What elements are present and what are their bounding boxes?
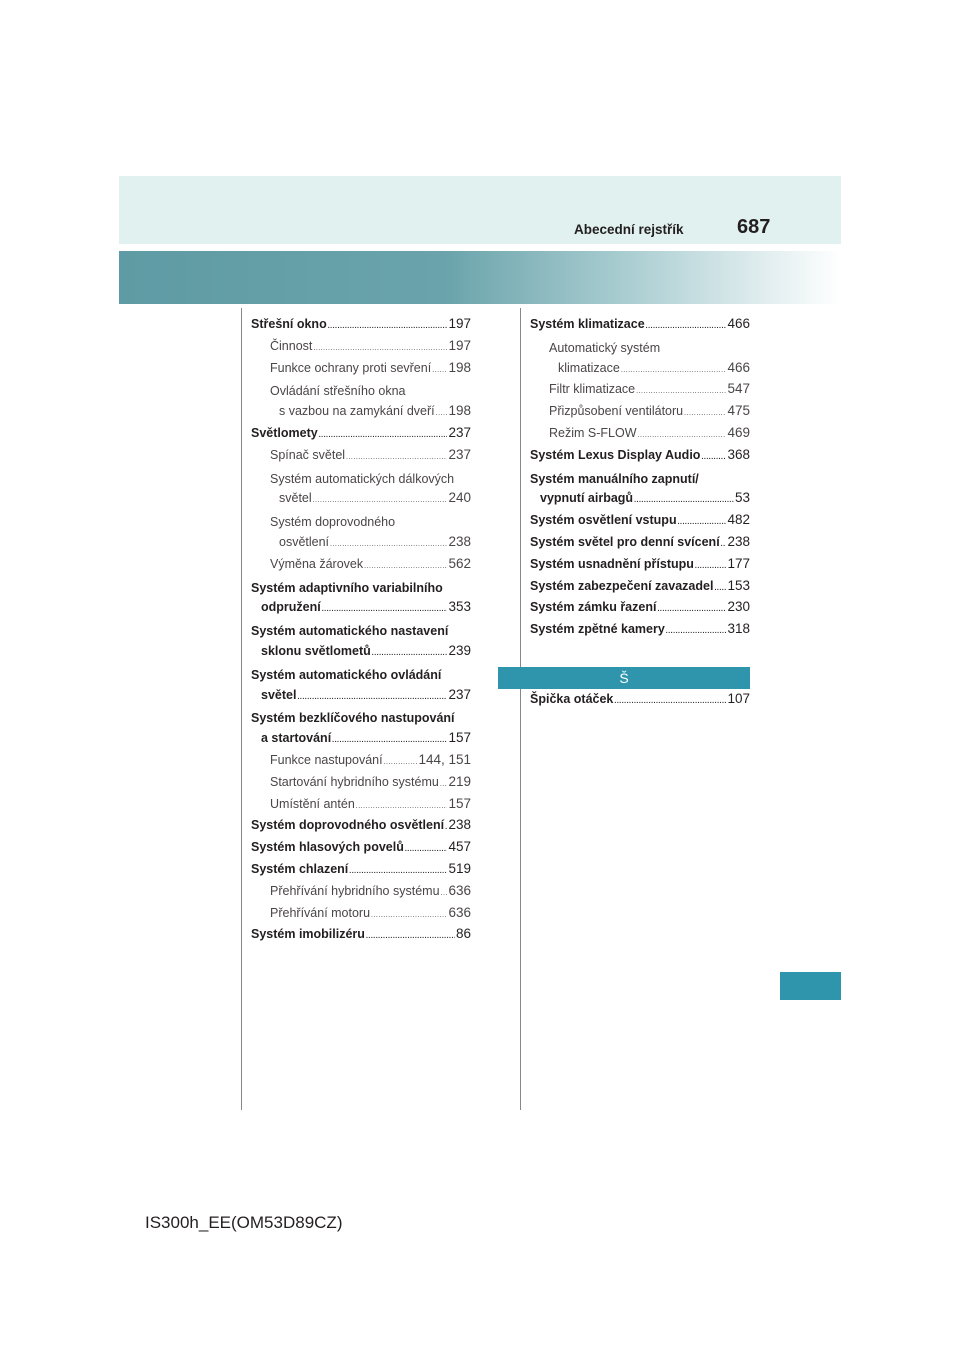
index-entry-term: Režim S-FLOW [549, 425, 637, 440]
index-entry [251, 905, 471, 927]
dot-leader [405, 846, 448, 853]
index-entry [530, 360, 750, 382]
index-entry-page: 197 [448, 316, 471, 331]
index-heading-line: Ovládání střešního okna [270, 384, 406, 399]
index-entry-page: 240 [448, 490, 471, 506]
dot-leader [356, 803, 448, 810]
dot-leader [364, 563, 447, 570]
index-entry-page: 547 [727, 381, 750, 397]
index-entry [251, 861, 471, 883]
index-entry-term: Špička otáček [530, 692, 614, 706]
index-entry-term: Výměna žárovek [270, 556, 364, 571]
dot-leader [328, 323, 448, 330]
index-entry-term: Funkce ochrany proti sevření [270, 360, 432, 375]
index-entry-term: vypnutí airbagů [540, 491, 634, 506]
index-entry [251, 599, 471, 621]
index-entry-page: 198 [448, 359, 471, 375]
index-heading-line: Systém doprovodného [270, 515, 396, 530]
index-entry [251, 534, 471, 556]
index-entry-page: 368 [727, 446, 750, 462]
dot-leader [297, 694, 447, 701]
index-entry-term: Funkce nastupování [270, 752, 383, 767]
index-heading-line: Systém manuálního zapnutí/ [530, 471, 699, 486]
index-entry-page: 238 [448, 533, 471, 549]
index-entry-page: 144, 151 [418, 751, 471, 767]
dot-leader [440, 781, 448, 788]
index-entry [251, 730, 471, 752]
index-entry [251, 360, 471, 382]
index-entry-page: 153 [727, 577, 750, 593]
index-entry-term: Světlomety [251, 425, 318, 440]
index-entry-page: 239 [448, 642, 471, 658]
index-entry [530, 425, 750, 447]
index-entry [251, 490, 471, 512]
index-entry [251, 316, 471, 338]
index-entry [530, 490, 750, 512]
index-entry [530, 691, 750, 713]
dot-leader [332, 737, 447, 744]
index-entry-page: 237 [448, 446, 471, 462]
dot-leader [621, 367, 727, 374]
index-heading-line: Systém bezklíčového nastupování [251, 711, 455, 726]
index-entry-term: sklonu světlometů [261, 643, 371, 658]
index-heading-line: Systém automatického ovládání [251, 667, 442, 682]
index-entry-page: 230 [727, 599, 750, 615]
index-entry-term: Spínač světel [270, 447, 346, 462]
index-entry-term: Systém usnadnění přístupu [530, 556, 694, 571]
dot-leader [436, 410, 448, 417]
index-entry-page: 238 [448, 817, 471, 833]
index-entry [251, 403, 471, 425]
index-heading-line: Automatický systém [549, 340, 661, 355]
index-heading-line: Systém adaptivního variabilního [251, 580, 443, 595]
index-section-entries [530, 691, 750, 713]
index-entry-page: 237 [448, 686, 471, 702]
index-entry-term: osvětlení [279, 534, 330, 549]
index-entry-term: Systém imobilizéru [251, 927, 365, 942]
index-entry-term: klimatizace [558, 360, 620, 375]
index-entry-term: Systém zpětné kamery [530, 622, 665, 637]
dot-leader [614, 698, 726, 705]
index-entry [530, 578, 750, 600]
index-entry [251, 425, 471, 447]
index-entry-page: 636 [448, 904, 471, 920]
index-entry [251, 883, 471, 905]
index-entry [530, 316, 750, 338]
index-entry-term: s vazbou na zamykání dveří [279, 404, 435, 419]
left-column-rule [241, 308, 242, 1110]
index-entry-term: Systém doprovodného osvětlení [251, 818, 445, 833]
index-entry-term: světel [261, 687, 297, 702]
page-number: 687 [737, 216, 771, 238]
index-entry [251, 796, 471, 818]
index-entry-term: Systém zámku řazení [530, 600, 657, 615]
header-band [119, 176, 841, 244]
index-entry-term: Filtr klimatizace [549, 382, 636, 397]
dot-leader [366, 933, 455, 940]
dot-leader [372, 650, 448, 657]
dot-leader [432, 367, 447, 374]
index-entry [251, 817, 471, 839]
index-entry-term: Přehřívání hybridního systému [270, 883, 440, 898]
index-entry-page: 353 [448, 599, 471, 615]
dot-leader [346, 454, 447, 461]
index-entry-term: Systém zabezpečení zavazadel [530, 578, 714, 593]
index-entry-term: Systém chlazení [251, 861, 349, 876]
index-entry-term: Systém hlasových povelů [251, 840, 404, 855]
index-entry-page: 53 [734, 490, 750, 506]
index-entry [251, 926, 471, 948]
index-entry [530, 447, 750, 469]
dot-leader [441, 890, 448, 897]
section-letter-header: Š [498, 667, 750, 689]
dot-leader [313, 497, 448, 504]
index-entry-page: 237 [448, 424, 471, 440]
index-entry-term: Systém osvětlení vstupu [530, 513, 677, 528]
index-entry-term: Přehřívání motoru [270, 905, 371, 920]
index-entry [530, 534, 750, 556]
dot-leader [701, 454, 726, 461]
index-entry-page: 318 [727, 621, 750, 637]
index-entry-page: 466 [727, 316, 750, 331]
index-entry-term: Systém klimatizace [530, 317, 645, 331]
index-entry-page: 519 [448, 860, 471, 876]
index-entry-term: Systém Lexus Display Audio [530, 447, 701, 462]
index-entry [251, 447, 471, 469]
chapter-thumb-tab [780, 972, 841, 1000]
index-entry [251, 774, 471, 796]
index-entry [530, 621, 750, 643]
dot-leader [714, 585, 726, 592]
index-entry-page: 107 [727, 691, 750, 706]
dot-leader [695, 563, 727, 570]
index-entry [251, 687, 471, 709]
index-entry [251, 643, 471, 665]
dot-leader [330, 541, 447, 548]
index-entry [530, 381, 750, 403]
index-entry-page: 177 [727, 555, 750, 571]
index-entry-page: 86 [455, 926, 471, 942]
index-entry [251, 338, 471, 360]
index-entry-term: Startování hybridního systému [270, 774, 439, 789]
index-entry-page: 482 [727, 512, 750, 528]
middle-column-rule [520, 308, 521, 1110]
index-entry-page: 469 [727, 424, 750, 440]
dot-leader [371, 912, 447, 919]
index-entry-page: 157 [448, 730, 471, 746]
index-entry-term: Střešní okno [251, 317, 327, 331]
index-entry-page: 466 [727, 359, 750, 375]
index-heading-line: Systém automatického nastavení [251, 624, 449, 639]
decorative-gradient-bar [119, 251, 841, 304]
dot-leader [721, 541, 727, 548]
index-entry-page: 197 [448, 337, 471, 353]
dot-leader [349, 868, 447, 875]
index-entry [530, 403, 750, 425]
index-heading-line: Systém automatických dálkových [270, 471, 455, 486]
index-column-left [251, 316, 471, 948]
index-entry-term: Přizpůsobení ventilátoru [549, 404, 684, 419]
index-column-right [530, 316, 750, 643]
index-entry-page: 238 [727, 533, 750, 549]
index-entry [251, 752, 471, 774]
index-entry-page: 157 [448, 795, 471, 811]
index-entry-term: Systém světel pro denní svícení [530, 534, 720, 549]
running-header-title: Abecední rejstřík [574, 222, 684, 237]
index-entry [530, 599, 750, 621]
index-entry-term: Umístění antén [270, 796, 355, 811]
dot-leader [445, 824, 447, 831]
dot-leader [646, 323, 727, 330]
dot-leader [384, 759, 418, 766]
index-entry-term: světel [279, 491, 312, 506]
dot-leader [678, 519, 727, 526]
dot-leader [634, 497, 734, 504]
dot-leader [666, 628, 727, 635]
dot-leader [638, 432, 727, 439]
index-entry [530, 512, 750, 534]
index-entry-page: 562 [448, 555, 471, 571]
dot-leader [657, 606, 726, 613]
index-entry-page: 219 [448, 773, 471, 789]
dot-leader [319, 432, 448, 439]
index-entry [530, 556, 750, 578]
index-entry-page: 457 [448, 839, 471, 855]
index-entry-page: 198 [448, 403, 471, 419]
index-entry-term: Činnost [270, 338, 313, 353]
index-entry-term: odpružení [261, 600, 321, 615]
index-entry [251, 839, 471, 861]
model-code-footer: IS300h_EE(OM53D89CZ) [145, 1213, 343, 1232]
index-entry-page: 636 [448, 882, 471, 898]
dot-leader [684, 410, 726, 417]
dot-leader [636, 388, 726, 395]
dot-leader [322, 606, 448, 613]
dot-leader [313, 345, 447, 352]
index-entry-term: a startování [261, 731, 332, 746]
index-entry-page: 475 [727, 403, 750, 419]
index-entry [251, 556, 471, 578]
